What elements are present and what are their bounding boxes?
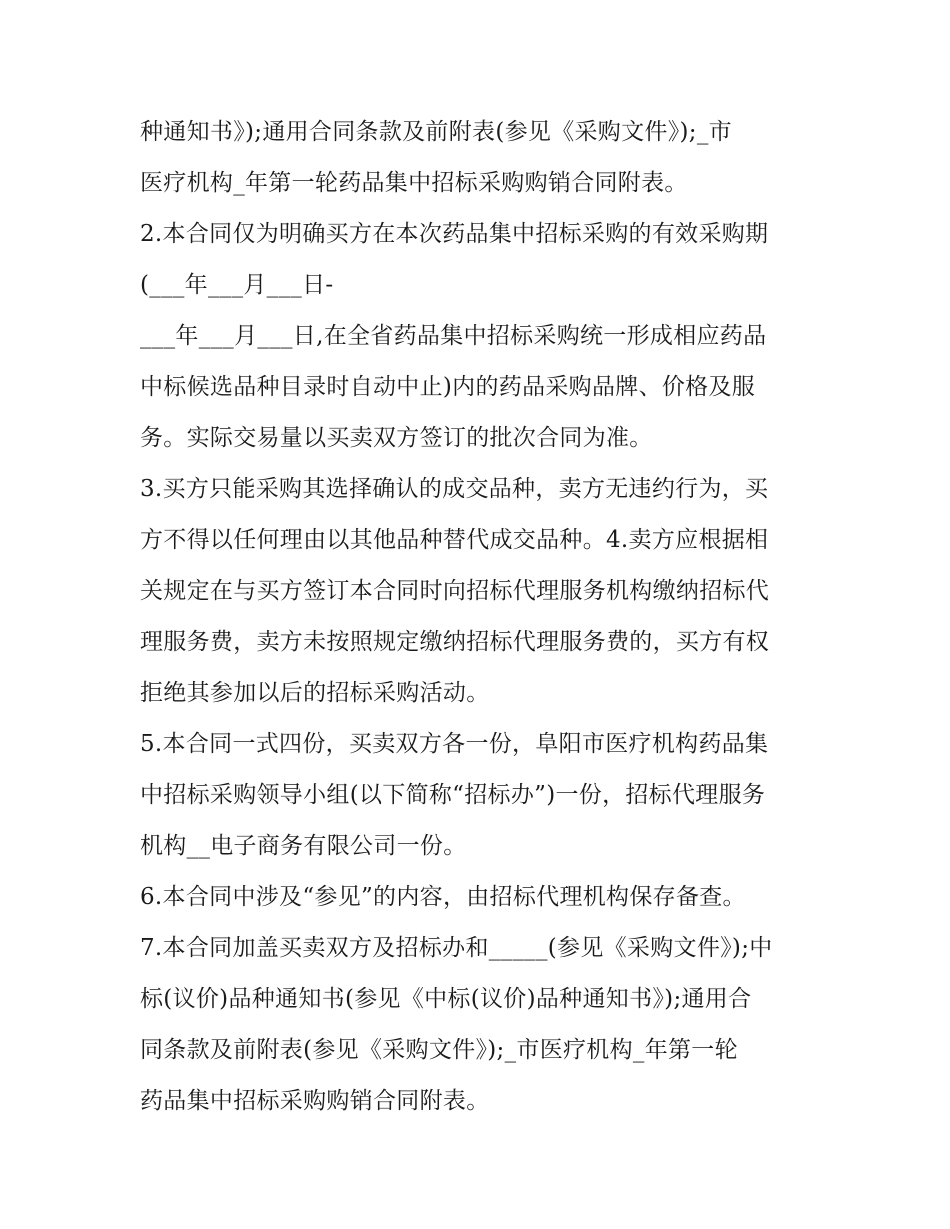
text-line: 中标候选品种目录时自动中止)内的药品采购品牌、价格及服 [140, 374, 756, 400]
text-line: 理服务费，卖方未按照规定缴纳招标代理服务费的，买方有权 [140, 629, 770, 655]
contract-text [140, 107, 820, 1127]
text-line: 种通知书》);通用合同条款及前附表(参见《采购文件》);_市 [140, 119, 732, 145]
text-line: 机构__电子商务有限公司一份。 [140, 833, 467, 859]
text-line: 5.本合同一式四份，买卖双方各一份，阜阳市医疗机构药品集 [140, 731, 769, 757]
text-line: 6.本合同中涉及“参见”的内容，由招标代理机构保存备查。 [140, 884, 746, 910]
text-line: ___年___月___日,在全省药品集中招标采购统一形成相应药品 [140, 323, 767, 349]
text-line: 3.买方只能采购其选择确认的成交品种，卖方无违约行为，买 [140, 476, 769, 502]
text-line: 7.本合同加盖买卖双方及招标办和_____(参见《采购文件》);中 [140, 935, 773, 961]
text-line: 医疗机构_年第一轮药品集中招标采购购销合同附表。 [140, 170, 688, 196]
text-line: 中招标采购领导小组(以下简称“招标办”)一份，招标代理服务 [140, 782, 766, 808]
text-line: 药品集中招标采购购销合同附表。 [140, 1088, 490, 1114]
text-line: 关规定在与买方签订本合同时向招标代理服务机构缴纳招标代 [140, 578, 770, 604]
text-line: 同条款及前附表(参见《采购文件》);_市医疗机构_年第一轮 [140, 1037, 738, 1063]
text-line: 方不得以任何理由以其他品种替代成交品种。4.卖方应根据相 [140, 527, 769, 553]
text-line: 标(议价)品种通知书(参见《中标(议价)品种通知书》);通用合 [140, 986, 752, 1012]
text-line: 务。实际交易量以买卖双方签订的批次合同为准。 [140, 425, 653, 451]
text-line: 2.本合同仅为明确买方在本次药品集中招标采购的有效采购期 [140, 221, 769, 247]
text-line: 拒绝其参加以后的招标采购活动。 [140, 680, 490, 706]
text-line: (___年___月___日- [140, 272, 334, 298]
